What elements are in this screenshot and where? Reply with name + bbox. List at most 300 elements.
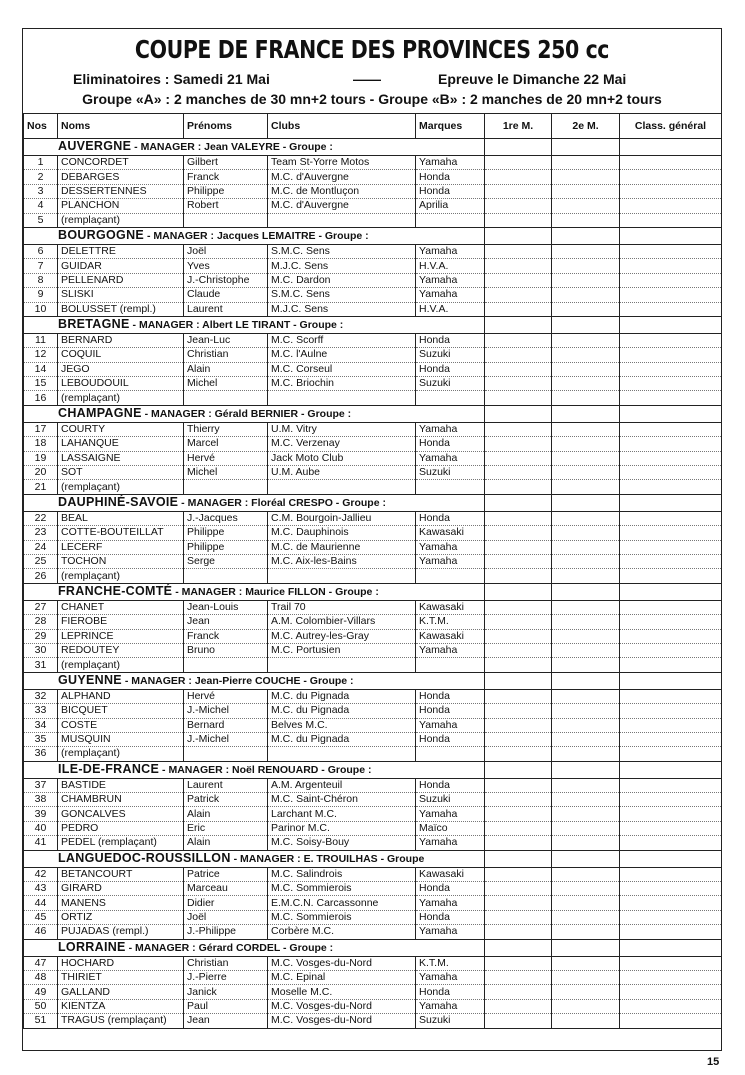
rider-firstname: Hervé — [184, 451, 268, 465]
result-cell — [620, 658, 722, 672]
result-cell — [620, 227, 722, 244]
rider-firstname: Patrice — [184, 867, 268, 881]
result-cell — [620, 985, 722, 999]
rider-brand: Yamaha — [416, 244, 485, 258]
result-cell — [485, 227, 552, 244]
rider-name: CONCORDET — [58, 156, 184, 170]
result-cell — [620, 511, 722, 525]
rider-name: ORTIZ — [58, 910, 184, 924]
result-cell — [552, 939, 620, 956]
rider-brand: Suzuki — [416, 348, 485, 362]
result-cell — [620, 377, 722, 391]
rider-number: 36 — [24, 747, 58, 761]
rider-name: DEBARGES — [58, 170, 184, 184]
rider-club: M.C. Saint-Chéron — [268, 793, 416, 807]
result-cell — [552, 778, 620, 792]
result-cell — [552, 422, 620, 436]
group-header-row — [24, 405, 722, 422]
result-cell — [485, 526, 552, 540]
result-cell — [552, 437, 620, 451]
rider-number: 39 — [24, 807, 58, 821]
rider-number: 44 — [24, 896, 58, 910]
result-cell — [620, 956, 722, 970]
rider-firstname — [184, 391, 268, 405]
result-cell — [620, 970, 722, 984]
group-header-row — [24, 761, 722, 778]
rider-number: 21 — [24, 480, 58, 494]
rider-club — [268, 658, 416, 672]
rider-number: 12 — [24, 348, 58, 362]
table-row — [24, 821, 722, 835]
table-row — [24, 658, 722, 672]
group-header-row — [24, 672, 722, 689]
result-cell — [620, 213, 722, 227]
result-cell — [552, 850, 620, 867]
table-row — [24, 629, 722, 643]
result-cell — [552, 583, 620, 600]
rider-firstname: Didier — [184, 896, 268, 910]
rider-number: 11 — [24, 333, 58, 347]
separator-dash: —— — [353, 71, 381, 87]
table-row — [24, 348, 722, 362]
manager-info: - MANAGER : E. TROUILHAS - Groupe — [230, 852, 425, 865]
rider-club: M.C. Scorff — [268, 333, 416, 347]
rider-firstname: Philippe — [184, 540, 268, 554]
col-classement: Class. général — [620, 114, 722, 139]
result-cell — [552, 494, 620, 511]
result-cell — [552, 836, 620, 850]
rider-number: 30 — [24, 643, 58, 657]
region-name: DAUPHINÉ-SAVOIE — [58, 494, 179, 509]
rider-club: C.M. Bourgoin-Jallieu — [268, 511, 416, 525]
rider-brand: Honda — [416, 689, 485, 703]
result-cell — [485, 629, 552, 643]
result-cell — [552, 333, 620, 347]
table-row — [24, 511, 722, 525]
rider-brand: Yamaha — [416, 643, 485, 657]
table-row — [24, 1014, 722, 1028]
rider-brand: Kawasaki — [416, 629, 485, 643]
rider-number: 33 — [24, 704, 58, 718]
rider-brand: Suzuki — [416, 466, 485, 480]
table-row — [24, 836, 722, 850]
result-cell — [620, 689, 722, 703]
rider-name: CHAMBRUN — [58, 793, 184, 807]
result-cell — [620, 259, 722, 273]
result-cell — [552, 554, 620, 568]
rider-number: 20 — [24, 466, 58, 480]
rider-name: PELLENARD — [58, 273, 184, 287]
table-row — [24, 213, 722, 227]
rider-firstname: Laurent — [184, 778, 268, 792]
rider-number: 1 — [24, 156, 58, 170]
result-cell — [552, 956, 620, 970]
result-cell — [552, 170, 620, 184]
group-header-row — [24, 227, 722, 244]
rider-club: E.M.C.N. Carcassonne — [268, 896, 416, 910]
result-cell — [552, 896, 620, 910]
result-cell — [552, 658, 620, 672]
rider-brand: Honda — [416, 778, 485, 792]
result-cell — [552, 882, 620, 896]
table-row — [24, 540, 722, 554]
table-row — [24, 615, 722, 629]
result-cell — [485, 466, 552, 480]
rider-firstname: Christian — [184, 956, 268, 970]
result-cell — [620, 302, 722, 316]
rider-number: 10 — [24, 302, 58, 316]
table-row — [24, 451, 722, 465]
rider-brand: Honda — [416, 362, 485, 376]
rider-firstname: Joël — [184, 244, 268, 258]
result-cell — [620, 850, 722, 867]
rider-number: 24 — [24, 540, 58, 554]
result-cell — [620, 466, 722, 480]
result-cell — [552, 480, 620, 494]
result-cell — [485, 405, 552, 422]
rider-name: LAHANQUE — [58, 437, 184, 451]
result-cell — [485, 718, 552, 732]
result-cell — [620, 554, 722, 568]
rider-number: 16 — [24, 391, 58, 405]
rider-brand: Kawasaki — [416, 526, 485, 540]
rider-club: M.C. Sommierois — [268, 882, 416, 896]
rider-brand — [416, 658, 485, 672]
rider-club: A.M. Argenteuil — [268, 778, 416, 792]
result-cell — [485, 511, 552, 525]
page-frame — [22, 28, 722, 1051]
table-row — [24, 807, 722, 821]
rider-name: LEBOUDOUIL — [58, 377, 184, 391]
rider-club: M.C. de Montluçon — [268, 184, 416, 198]
group-header-row — [24, 939, 722, 956]
rider-brand: Yamaha — [416, 288, 485, 302]
result-cell — [620, 494, 722, 511]
groups-format-line: Groupe «A» : 2 manches de 30 mn+2 tours - Groupe «B» : 2 manches de 20 mn+2 tours — [82, 91, 662, 107]
group-header — [24, 227, 485, 244]
rider-club: M.C. d'Auvergne — [268, 170, 416, 184]
result-cell — [552, 985, 620, 999]
group-header — [24, 672, 485, 689]
rider-number: 8 — [24, 273, 58, 287]
table-row — [24, 554, 722, 568]
page-number: 15 — [707, 1056, 720, 1068]
rider-number: 28 — [24, 615, 58, 629]
rider-brand: Honda — [416, 704, 485, 718]
rider-club: M.C. Epinal — [268, 970, 416, 984]
result-cell — [620, 391, 722, 405]
rider-club: M.C. l'Aulne — [268, 348, 416, 362]
rider-name: CHANET — [58, 600, 184, 614]
result-cell — [485, 302, 552, 316]
table-row — [24, 985, 722, 999]
rider-club — [268, 569, 416, 583]
result-cell — [552, 704, 620, 718]
rider-number: 18 — [24, 437, 58, 451]
rider-club: M.C. Portusien — [268, 643, 416, 657]
rider-firstname: Marceau — [184, 882, 268, 896]
result-cell — [552, 302, 620, 316]
result-cell — [552, 569, 620, 583]
rider-club: M.C. Aix-les-Bains — [268, 554, 416, 568]
table-row — [24, 259, 722, 273]
manager-info: - MANAGER : Gérald BERNIER - Groupe : — [141, 407, 352, 420]
group-header — [24, 139, 485, 156]
rider-name: BICQUET — [58, 704, 184, 718]
result-cell — [485, 747, 552, 761]
table-row — [24, 480, 722, 494]
rider-firstname: Thierry — [184, 422, 268, 436]
rider-name: BOLUSSET (rempl.) — [58, 302, 184, 316]
result-cell — [485, 316, 552, 333]
rider-brand: Yamaha — [416, 999, 485, 1013]
rider-brand: Honda — [416, 985, 485, 999]
result-cell — [620, 807, 722, 821]
result-cell — [485, 569, 552, 583]
col-prenoms: Prénoms — [184, 114, 268, 139]
table-row — [24, 882, 722, 896]
rider-name: THIRIET — [58, 970, 184, 984]
rider-name: COTTE-BOUTEILLAT — [58, 526, 184, 540]
table-row — [24, 867, 722, 881]
result-cell — [485, 850, 552, 867]
region-name: AUVERGNE — [58, 139, 132, 153]
rider-club: Team St-Yorre Motos — [268, 156, 416, 170]
result-cell — [620, 600, 722, 614]
group-header — [24, 850, 485, 867]
rider-number: 42 — [24, 867, 58, 881]
table-row — [24, 569, 722, 583]
rider-name: COSTE — [58, 718, 184, 732]
rider-brand: Yamaha — [416, 925, 485, 939]
result-cell — [552, 615, 620, 629]
rider-number: 43 — [24, 882, 58, 896]
rider-name: ALPHAND — [58, 689, 184, 703]
rider-number: 40 — [24, 821, 58, 835]
result-cell — [485, 985, 552, 999]
result-cell — [620, 199, 722, 213]
result-cell — [620, 184, 722, 198]
result-cell — [620, 643, 722, 657]
result-cell — [485, 672, 552, 689]
table-row — [24, 600, 722, 614]
rider-firstname: Alain — [184, 807, 268, 821]
result-cell — [485, 348, 552, 362]
rider-brand: Yamaha — [416, 718, 485, 732]
region-name: LORRAINE — [58, 939, 126, 954]
result-cell — [485, 273, 552, 287]
result-cell — [552, 227, 620, 244]
result-cell — [485, 778, 552, 792]
rider-firstname: Alain — [184, 362, 268, 376]
rider-brand: Kawasaki — [416, 600, 485, 614]
result-cell — [552, 526, 620, 540]
rider-name: (remplaçant) — [58, 658, 184, 672]
result-cell — [620, 437, 722, 451]
result-cell — [620, 867, 722, 881]
result-cell — [485, 896, 552, 910]
table-body — [24, 139, 722, 1029]
rider-brand: K.T.M. — [416, 956, 485, 970]
rider-brand: H.V.A. — [416, 259, 485, 273]
group-header-row — [24, 850, 722, 867]
result-cell — [552, 466, 620, 480]
result-cell — [552, 910, 620, 924]
result-cell — [620, 405, 722, 422]
rider-name: BETANCOURT — [58, 867, 184, 881]
rider-brand: Kawasaki — [416, 867, 485, 881]
rider-club: A.M. Colombier-Villars — [268, 615, 416, 629]
epreuve-date: Epreuve le Dimanche 22 Mai — [438, 71, 627, 87]
rider-number: 41 — [24, 836, 58, 850]
result-cell — [485, 793, 552, 807]
rider-brand: Yamaha — [416, 896, 485, 910]
result-cell — [552, 970, 620, 984]
rider-firstname: Janick — [184, 985, 268, 999]
rider-firstname — [184, 658, 268, 672]
result-cell — [485, 184, 552, 198]
result-cell — [485, 600, 552, 614]
result-cell — [485, 333, 552, 347]
rider-firstname — [184, 213, 268, 227]
rider-club: Parinor M.C. — [268, 821, 416, 835]
result-cell — [620, 583, 722, 600]
eliminatoires-date: Eliminatoires : Samedi 21 Mai — [73, 71, 270, 87]
rider-brand — [416, 747, 485, 761]
rider-number: 6 — [24, 244, 58, 258]
result-cell — [485, 170, 552, 184]
result-cell — [552, 377, 620, 391]
rider-brand: Suzuki — [416, 793, 485, 807]
rider-brand: Yamaha — [416, 807, 485, 821]
rider-number: 31 — [24, 658, 58, 672]
rider-name: (remplaçant) — [58, 569, 184, 583]
result-cell — [552, 199, 620, 213]
rider-number: 26 — [24, 569, 58, 583]
rider-club: M.C. Sommierois — [268, 910, 416, 924]
rider-club: M.C. du Pignada — [268, 689, 416, 703]
result-cell — [552, 213, 620, 227]
table-row — [24, 391, 722, 405]
rider-name: JEGO — [58, 362, 184, 376]
result-cell — [620, 732, 722, 746]
col-nos: Nos — [24, 114, 58, 139]
table-row — [24, 377, 722, 391]
result-cell — [485, 732, 552, 746]
result-cell — [620, 999, 722, 1013]
table-row — [24, 999, 722, 1013]
rider-club — [268, 213, 416, 227]
result-cell — [552, 511, 620, 525]
result-cell — [552, 629, 620, 643]
result-cell — [620, 480, 722, 494]
rider-number: 38 — [24, 793, 58, 807]
rider-club: M.C. de Maurienne — [268, 540, 416, 554]
result-cell — [485, 807, 552, 821]
result-cell — [485, 377, 552, 391]
result-cell — [620, 273, 722, 287]
rider-brand: K.T.M. — [416, 615, 485, 629]
result-cell — [552, 821, 620, 835]
manager-info: - MANAGER : Albert LE TIRANT - Groupe : — [129, 318, 344, 331]
result-cell — [620, 747, 722, 761]
rider-firstname: Gilbert — [184, 156, 268, 170]
rider-name: KIENTZA — [58, 999, 184, 1013]
group-header — [24, 761, 485, 778]
result-cell — [620, 615, 722, 629]
rider-name: PLANCHON — [58, 199, 184, 213]
col-noms: Noms — [58, 114, 184, 139]
result-cell — [485, 704, 552, 718]
result-cell — [485, 658, 552, 672]
result-cell — [485, 1014, 552, 1028]
result-cell — [485, 999, 552, 1013]
result-cell — [620, 704, 722, 718]
result-cell — [485, 821, 552, 835]
table-row — [24, 896, 722, 910]
rider-brand: Honda — [416, 170, 485, 184]
rider-firstname: Bernard — [184, 718, 268, 732]
result-cell — [552, 672, 620, 689]
rider-brand: H.V.A. — [416, 302, 485, 316]
result-cell — [552, 999, 620, 1013]
rider-firstname: J.-Jacques — [184, 511, 268, 525]
result-cell — [485, 139, 552, 156]
rider-number: 14 — [24, 362, 58, 376]
result-cell — [552, 156, 620, 170]
result-cell — [620, 422, 722, 436]
result-cell — [552, 184, 620, 198]
rider-club — [268, 391, 416, 405]
result-cell — [552, 807, 620, 821]
rider-number: 51 — [24, 1014, 58, 1028]
result-cell — [552, 600, 620, 614]
rider-firstname: Jean-Luc — [184, 333, 268, 347]
group-header-row — [24, 494, 722, 511]
result-cell — [485, 437, 552, 451]
rider-name: SLISKI — [58, 288, 184, 302]
rider-name: GONCALVES — [58, 807, 184, 821]
result-cell — [620, 348, 722, 362]
rider-name: BERNARD — [58, 333, 184, 347]
result-cell — [620, 882, 722, 896]
rider-number: 49 — [24, 985, 58, 999]
result-cell — [485, 910, 552, 924]
rider-number: 32 — [24, 689, 58, 703]
rider-name: LECERF — [58, 540, 184, 554]
rider-brand: Yamaha — [416, 422, 485, 436]
rider-number: 7 — [24, 259, 58, 273]
col-manche-1: 1re M. — [485, 114, 552, 139]
manager-info: - MANAGER : Jacques LEMAITRE - Groupe : — [144, 229, 369, 242]
result-cell — [485, 480, 552, 494]
rider-name: TRAGUS (remplaçant) — [58, 1014, 184, 1028]
rider-brand — [416, 480, 485, 494]
table-row — [24, 526, 722, 540]
result-cell — [552, 732, 620, 746]
rider-brand: Yamaha — [416, 273, 485, 287]
rider-name: (remplaçant) — [58, 391, 184, 405]
result-cell — [552, 362, 620, 376]
group-header — [24, 316, 485, 333]
result-cell — [485, 213, 552, 227]
table-row — [24, 970, 722, 984]
rider-firstname: Jean — [184, 1014, 268, 1028]
rider-name: GALLAND — [58, 985, 184, 999]
rider-name: HOCHARD — [58, 956, 184, 970]
rider-number: 2 — [24, 170, 58, 184]
result-cell — [485, 244, 552, 258]
